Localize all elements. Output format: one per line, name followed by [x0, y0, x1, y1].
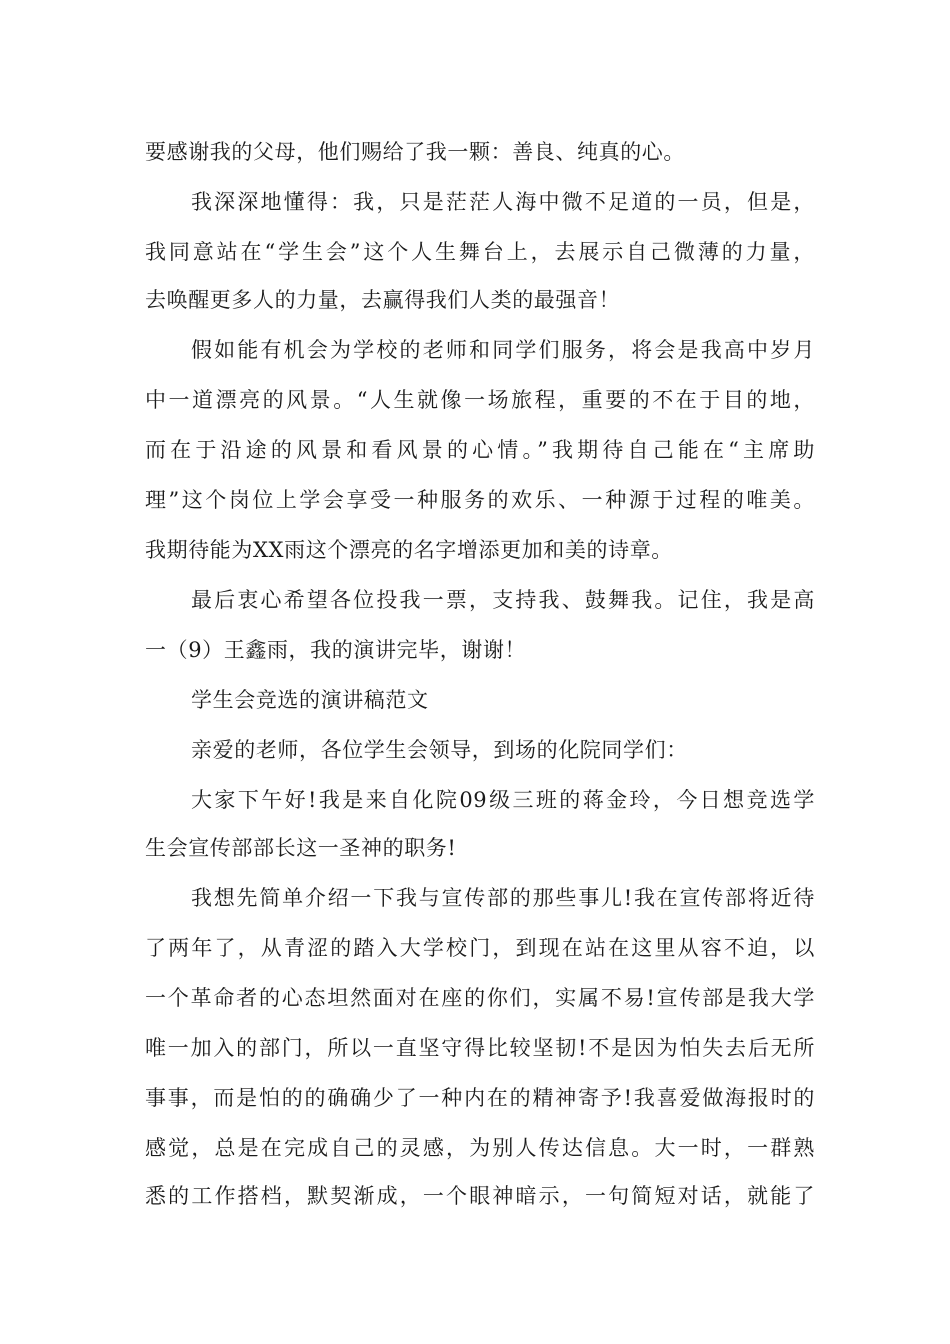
paragraph-line: 去唤醒更多人的力量，去赢得我们人类的最强音！	[145, 288, 621, 312]
paragraph-line: 中一道漂亮的风景。“人生就像一场旅程，重要的不在于目的地，	[145, 388, 815, 412]
paragraph-line: 我期待能为XX雨这个漂亮的名字增添更加和美的诗章。	[145, 538, 673, 562]
paragraph-line: 一（9）王鑫雨，我的演讲完毕，谢谢！	[145, 638, 527, 662]
paragraph-line: 感觉，总是在完成自己的灵感，为别人传达信息。大一时，一群熟	[145, 1136, 815, 1160]
paragraph-line: 亲爱的老师，各位学生会领导，到场的化院同学们：	[191, 738, 688, 762]
paragraph-line: 最后衷心希望各位投我一票，支持我、鼓舞我。记住，我是高	[191, 588, 815, 612]
paragraph-line: 我深深地懂得：我，只是茫茫人海中微不足道的一员，但是，	[191, 190, 815, 214]
section-heading: 学生会竞选的演讲稿范文	[191, 688, 429, 712]
paragraph-line: 生会宣传部部长这一圣神的职务!	[145, 836, 457, 860]
paragraph-line: 了两年了，从青涩的踏入大学校门，到现在站在这里从容不迫，以	[145, 936, 815, 960]
paragraph-line: 我想先简单介绍一下我与宣传部的那些事儿!我在宣传部将近待	[191, 886, 815, 910]
paragraph-line: 大家下午好!我是来自化院09级三班的蒋金玲，今日想竞选学	[191, 788, 815, 812]
paragraph-line: 我同意站在“学生会”这个人生舞台上，去展示自己微薄的力量，	[145, 240, 815, 264]
paragraph-line: 要感谢我的父母，他们赐给了我一颗：善良、纯真的心。	[145, 140, 685, 164]
paragraph-line: 一个革命者的心态坦然面对在座的你们，实属不易!宣传部是我大学	[145, 986, 815, 1010]
paragraph-line: 唯一加入的部门，所以一直坚守得比较坚韧!不是因为怕失去后无所	[145, 1036, 815, 1060]
paragraph-line: 假如能有机会为学校的老师和同学们服务，将会是我高中岁月	[191, 338, 815, 362]
paragraph-line: 悉的工作搭档，默契渐成，一个眼神暗示，一句简短对话，就能了	[145, 1184, 815, 1208]
paragraph-line: 而在于沿途的风景和看风景的心情。”我期待自己能在“主席助	[145, 438, 815, 462]
paragraph-line: 事事，而是怕的的确确少了一种内在的精神寄予!我喜爱做海报时的	[145, 1086, 815, 1110]
paragraph-line: 理”这个岗位上学会享受一种服务的欢乐、一种源于过程的唯美。	[145, 488, 815, 512]
